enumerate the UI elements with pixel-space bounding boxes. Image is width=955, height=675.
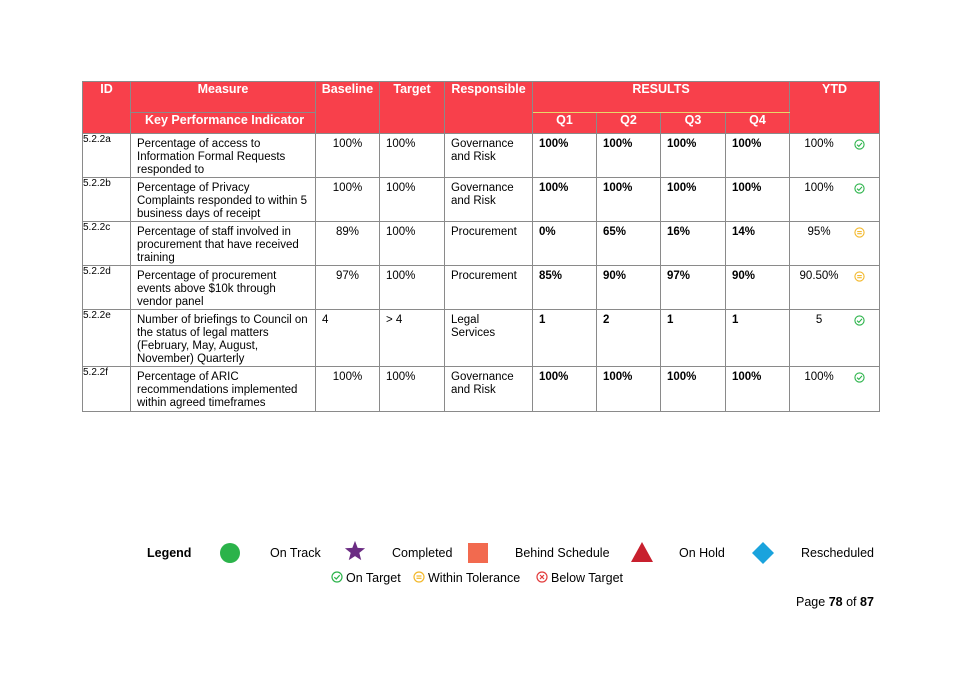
legend-below-target: Below Target (551, 571, 624, 585)
header-kpi: Key Performance Indicator (131, 113, 316, 134)
table-row (83, 310, 880, 367)
header-q4: Q4 (726, 113, 790, 134)
cell-ytd (790, 266, 880, 310)
cell-ytd (790, 222, 880, 266)
header-measure: Measure (131, 82, 316, 113)
cell-measure: Percentage of Privacy Complaints responded to within 5 business days of receipt (131, 178, 316, 222)
cell-q1: 0% (533, 222, 597, 266)
within-tolerance-icon (413, 571, 425, 586)
ytd-value: 100% (804, 182, 834, 194)
within-tolerance-status-icon (854, 227, 865, 238)
cell-q2: 100% (597, 367, 661, 412)
behind-schedule-icon (468, 543, 488, 563)
header-results: RESULTS (533, 82, 790, 113)
cell-q1: 100% (533, 134, 597, 178)
cell-measure: Percentage of ARIC recommendations implemented within agreed timeframes (131, 367, 316, 412)
on-target-status-icon (854, 139, 865, 150)
cell-q2: 65% (597, 222, 661, 266)
cell-responsible: Procurement (445, 266, 533, 310)
header-q1: Q1 (533, 113, 597, 134)
cell-q3: 97% (661, 266, 726, 310)
table-row (83, 266, 880, 310)
cell-target: 100% (380, 178, 445, 222)
table-row (83, 134, 880, 178)
cell-id: 5.2.2b (83, 178, 131, 222)
page-total: 87 (860, 595, 874, 609)
legend-rescheduled: Rescheduled (801, 546, 874, 560)
cell-measure: Percentage of access to Information Formal Requests responded to (131, 134, 316, 178)
cell-q2: 90% (597, 266, 661, 310)
cell-baseline: 100% (316, 134, 380, 178)
cell-baseline: 97% (316, 266, 380, 310)
ytd-value: 90.50% (799, 270, 839, 282)
on-target-icon (331, 571, 343, 586)
cell-q1: 85% (533, 266, 597, 310)
cell-responsible: Governance and Risk (445, 367, 533, 412)
cell-id: 5.2.2a (83, 134, 131, 178)
page-of: of (846, 595, 857, 609)
legend (0, 540, 955, 570)
legend-behind-schedule: Behind Schedule (515, 546, 610, 560)
cell-target: 100% (380, 266, 445, 310)
cell-q4: 100% (726, 134, 790, 178)
ytd-value: 100% (804, 138, 834, 150)
cell-id: 5.2.2e (83, 310, 131, 367)
cell-ytd (790, 178, 880, 222)
cell-q3: 1 (661, 310, 726, 367)
header-id: ID (83, 82, 131, 134)
header-baseline: Baseline (316, 82, 380, 134)
cell-q4: 90% (726, 266, 790, 310)
header-ytd: YTD (790, 82, 880, 134)
cell-measure: Percentage of staff involved in procurement that have received training (131, 222, 316, 266)
cell-responsible: Legal Services (445, 310, 533, 367)
cell-ytd (790, 134, 880, 178)
ytd-value: 95% (807, 226, 831, 238)
cell-q2: 100% (597, 134, 661, 178)
cell-id: 5.2.2d (83, 266, 131, 310)
page-current: 78 (828, 595, 843, 609)
legend-on-target: On Target (346, 571, 401, 585)
cell-ytd (790, 310, 880, 367)
cell-baseline: 100% (316, 178, 380, 222)
table-row (83, 367, 880, 412)
legend-within-tolerance: Within Tolerance (428, 571, 521, 585)
cell-responsible: Procurement (445, 222, 533, 266)
on-track-icon (220, 543, 240, 563)
cell-id: 5.2.2f (83, 367, 131, 412)
cell-q1: 100% (533, 178, 597, 222)
cell-responsible: Governance and Risk (445, 134, 533, 178)
cell-q3: 100% (661, 367, 726, 412)
cell-q1: 1 (533, 310, 597, 367)
rescheduled-diamond-icon (752, 542, 774, 567)
page-prefix: Page (796, 595, 826, 609)
cell-target: 100% (380, 222, 445, 266)
cell-baseline: 100% (316, 367, 380, 412)
cell-q3: 100% (661, 178, 726, 222)
header-responsible: Responsible (445, 82, 533, 134)
cell-q4: 14% (726, 222, 790, 266)
table-row (83, 222, 880, 266)
cell-target: 100% (380, 134, 445, 178)
ytd-value: 5 (815, 314, 823, 326)
header-q2: Q2 (597, 113, 661, 134)
table-row (83, 178, 880, 222)
on-target-status-icon (854, 315, 865, 326)
cell-q1: 100% (533, 367, 597, 412)
cell-q2: 100% (597, 178, 661, 222)
header-q3: Q3 (661, 113, 726, 134)
cell-target: > 4 (380, 310, 445, 367)
within-tolerance-status-icon (854, 271, 865, 282)
on-target-status-icon (854, 183, 865, 194)
cell-measure: Percentage of procurement events above $10k through vendor panel (131, 266, 316, 310)
cell-measure: Number of briefings to Council on the status of legal matters (February, May, August, November) Quarterly (131, 310, 316, 367)
cell-ytd (790, 367, 880, 412)
cell-responsible: Governance and Risk (445, 178, 533, 222)
legend-on-track: On Track (270, 546, 321, 560)
on-hold-triangle-icon (631, 542, 653, 565)
page-number (796, 595, 874, 609)
cell-baseline: 4 (316, 310, 380, 367)
cell-id: 5.2.2c (83, 222, 131, 266)
cell-baseline: 89% (316, 222, 380, 266)
legend-completed: Completed (392, 546, 453, 560)
header-target: Target (380, 82, 445, 134)
cell-q2: 2 (597, 310, 661, 367)
on-target-status-icon (854, 372, 865, 383)
cell-q4: 100% (726, 367, 790, 412)
ytd-value: 100% (804, 371, 834, 383)
completed-star-icon (344, 540, 366, 565)
legend-on-hold: On Hold (679, 546, 725, 560)
cell-q4: 1 (726, 310, 790, 367)
kpi-table (82, 81, 880, 412)
below-target-icon (536, 571, 548, 586)
cell-target: 100% (380, 367, 445, 412)
cell-q4: 100% (726, 178, 790, 222)
cell-q3: 100% (661, 134, 726, 178)
legend-title: Legend (147, 546, 192, 560)
cell-q3: 16% (661, 222, 726, 266)
